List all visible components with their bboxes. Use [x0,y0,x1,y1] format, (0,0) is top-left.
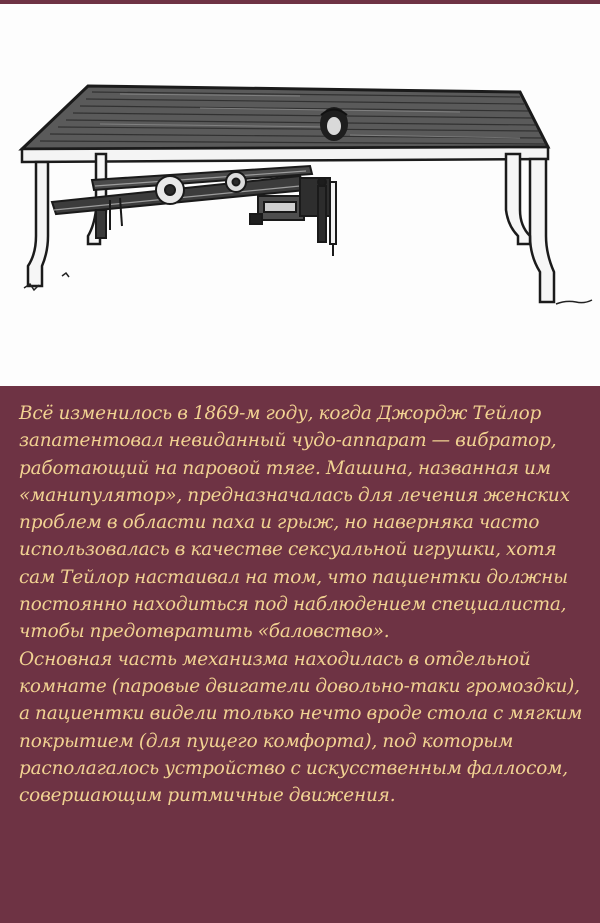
description-paragraph-2: Основная часть механизма находилась в отдельной комнате (паровые двигатели довольно-таки громоздки), а пациентки видели только нечто вроде стола с мягким покрытием (для пущего комфорта), под которым располагалось устройство с искусственным фаллосом, совершающим ритмичные движения. [19,648,583,807]
description-panel [0,386,600,923]
manipulator-table-illustration [0,4,600,386]
description-paragraph-1: Всё изменилось в 1869-м году, когда Джордж Тейлор запатентовал невиданный чудо-аппарат — вибратор, работающий на паровой тяге. Машина, названная им «манипулятор», предназначалась для лечения женских проблем в области паха и грыж, но наверняка часто использовалась в качестве сексуальной игрушки, хотя сам Тейлор настаивал на том, что пациентки должны постоянно находиться под наблюдением специалиста, чтобы предотвратить «баловство». [19,403,570,643]
table-top [22,86,548,162]
table-opening [320,107,348,141]
